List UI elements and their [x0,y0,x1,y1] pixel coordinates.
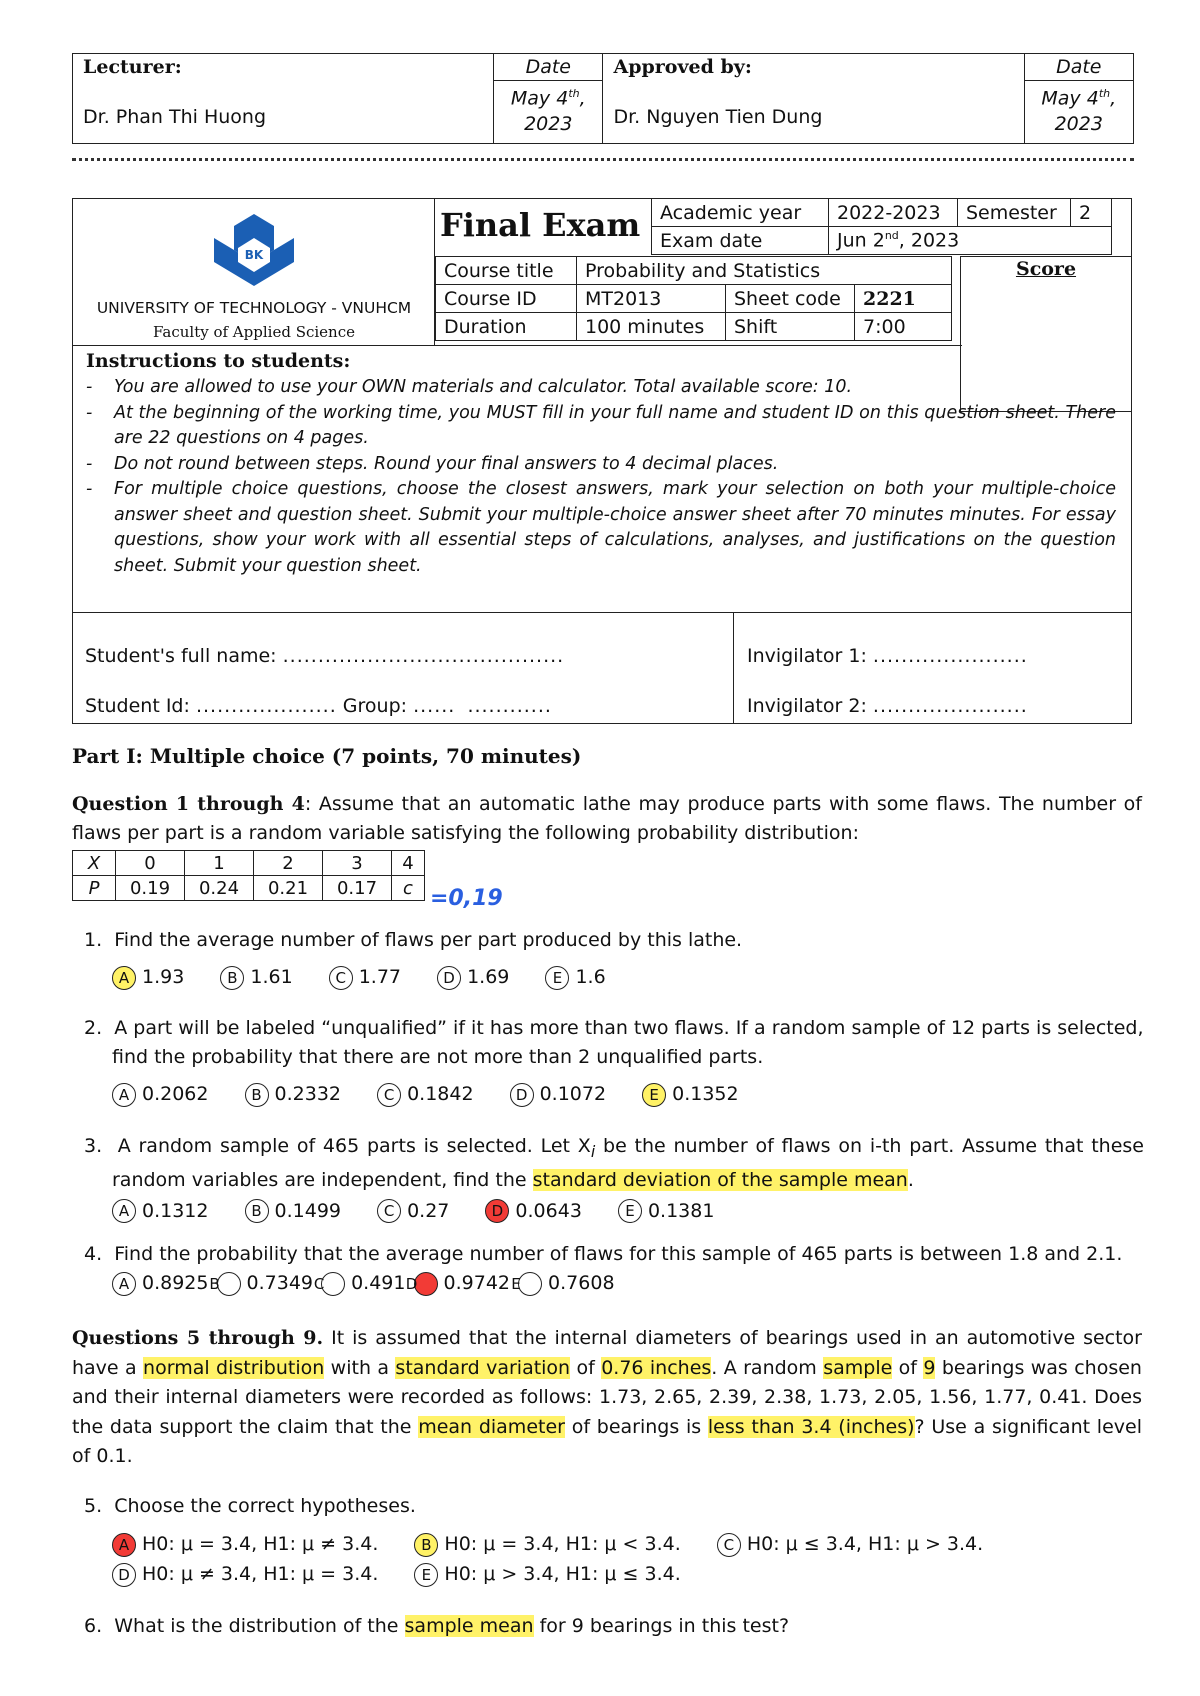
q3-option-c[interactable]: C 0.27 [377,1197,449,1226]
dist-x: 3 [323,851,392,876]
academic-year-label: Academic year [652,199,829,227]
course-info-table [435,256,952,341]
dist-p: 0.19 [116,876,185,901]
header-table [72,53,1134,144]
dist-p: c [392,876,425,901]
approver-date-cell [1024,54,1133,144]
semester-label: Semester [958,199,1071,227]
q5-option-c[interactable]: C H0: μ ≤ 3.4, H1: μ > 3.4. [717,1529,983,1559]
q5-option-b[interactable]: B H0: μ = 3.4, H1: μ < 3.4. [414,1529,680,1559]
q4-option-e[interactable]: E 0.7608 [511,1272,615,1294]
shift-label: Shift [726,313,855,341]
divider [72,345,962,346]
invigilator-2-field[interactable]: Invigilator 2: ...................... [747,695,1028,717]
q2-option-c[interactable]: C 0.1842 [377,1080,473,1109]
dist-p-label: P [73,876,116,901]
lecturer-date: May 4th, 2023 [510,87,586,136]
q1-option-a[interactable]: A 1.93 [112,963,184,992]
approved-label: Approved by: [613,56,752,78]
university-block [72,198,436,343]
dist-x: 4 [392,851,425,876]
q1-option-b[interactable]: B 1.61 [220,963,292,992]
invigilator-1-field[interactable]: Invigilator 1: ...................... [747,645,1028,667]
shift: 7:00 [855,313,952,341]
lecturer-name: Dr. Phan Thi Huong [83,106,267,128]
divider [733,613,734,723]
instruction-list [86,375,1116,579]
q5-9-intro: Questions 5 through 9. It is assumed that the internal diameters of bearings used in an automotive sector have a normal distribution with a standard variation of 0.76 inches. A random sample of 9 bearings was chosen and their internal diameters were recorded as follows: 1.73, 2.65, 2.39, 2.38, 1.73, 2.05, 1.56, 1.77, 0.41. Does the data support the claim that the mean diameter of bearings is less than 3.4 (inches)? Use a significant level of 0.1. [72,1327,1142,1467]
svg-text:BK: BK [244,248,264,262]
q5-option-a[interactable]: A H0: μ = 3.4, H1: μ ≠ 3.4. [112,1529,378,1559]
academic-year: 2022-2023 [829,199,958,227]
academic-info-table [651,198,1112,255]
instructions-block [86,350,1116,579]
score-label: Score [1015,258,1077,280]
q3-option-d[interactable]: D 0.0643 [485,1197,581,1226]
q1-4-intro: Question 1 through 4: Assume that an automatic lathe may produce parts with some flaws. The number of flaws per part is a random variable satisfying the following probability distribution: [72,793,1142,844]
q1-options [112,963,1144,992]
lecturer-cell [73,54,494,144]
q2-option-d[interactable]: D 0.1072 [510,1080,606,1109]
q3-option-e[interactable]: E 0.1381 [618,1197,714,1226]
q4-option-b[interactable]: B 0.7349 [209,1272,314,1294]
course-title-label: Course title [436,257,577,285]
q4-option-c[interactable]: C 0.491 [313,1272,406,1294]
question-3: 3. A random sample of 465 parts is selected. Let $X_i$ be the number of flaws on i-th part. Assume that these random variables are independent, find the standard deviation of the sample mean. A 0.1312 B 0.1499 C 0.27 D 0.0643 E 0.1381 [84,1132,1144,1226]
q1-option-d[interactable]: D 1.69 [437,963,509,992]
q2-option-a[interactable]: A 0.2062 [112,1080,208,1109]
question-5: 5. Choose the correct hypotheses. A H0: μ = 3.4, H1: μ ≠ 3.4. B H0: μ = 3.4, H1: μ < 3.4. C H0: μ ≤ 3.4, H1: μ > 3.4. D H0: μ ≠ 3.4, H1: μ = 3.4. E H0: μ > 3.4, H1: μ ≤ 3.4. [84,1492,1144,1589]
course-id: MT2013 [577,285,726,313]
dist-x: 0 [116,851,185,876]
q2-option-b[interactable]: B 0.2332 [245,1080,341,1109]
instruction-item: - At the beginning of the working time, you MUST fill in your full name and student ID on this question sheet. There are 22 questions on 4 pages. [86,402,1116,448]
instruction-item: - For multiple choice questions, choose the closest answers, mark your selection on both your multiple-choice answer sheet and question sheet. Submit your multiple-choice answer sheet after 70 minutes minutes. For essay questions, show your work with all essential steps of calculations, analyses, and justifications on the question sheet. Submit your question sheet. [86,479,1116,576]
q5-option-e[interactable]: E H0: μ > 3.4, H1: μ ≤ 3.4. [414,1559,680,1589]
course-title: Probability and Statistics [577,257,952,285]
handwritten-note: =0,19 [430,886,503,911]
student-info-box [72,612,1132,724]
dist-p: 0.21 [254,876,323,901]
instruction-item: - You are allowed to use your OWN materials and calculator. Total available score: 10. [86,377,853,397]
sheet-code-label: Sheet code [726,285,855,313]
cut-line [72,158,1134,161]
approver-name: Dr. Nguyen Tien Dung [613,106,823,128]
university-name: UNIVERSITY OF TECHNOLOGY - VNUHCM [96,299,412,317]
date-label-2: Date [1025,54,1133,81]
date-label: Date [494,54,602,81]
q3-option-b[interactable]: B 0.1499 [245,1197,341,1226]
dist-x: 2 [254,851,323,876]
q1-option-e[interactable]: E 1.6 [545,963,605,992]
question-1: 1. Find the average number of flaws per part produced by this lathe. A 1.93 B 1.61 C 1.77 D 1.69 E 1.6 [84,926,1144,992]
question-2: 2. A part will be labeled “unqualified” if it has more than two flaws. If a random sample of 12 parts is selected, find the probability that there are not more than 2 unqualified parts. A 0.2062 B 0.2332 C 0.1842 D 0.1072 E 0.1352 [84,1014,1144,1109]
sheet-code: 2221 [855,285,952,313]
dist-x-label: X [73,851,116,876]
instruction-item: - Do not round between steps. Round your final answers to 4 decimal places. [86,453,779,474]
university-logo [214,210,294,290]
exam-date-label: Exam date [652,227,829,255]
q2-options [112,1080,1144,1109]
q5-option-d[interactable]: D H0: μ ≠ 3.4, H1: μ = 3.4. [112,1559,378,1589]
part1-title: Part I: Multiple choice (7 points, 70 minutes) [72,744,582,768]
q4-option-a[interactable]: A 0.8925 [112,1269,208,1298]
exam-date: Jun 2nd, 2023 [829,227,1112,255]
semester: 2 [1071,199,1112,227]
exam-title: Final Exam [440,206,641,244]
approver-cell [603,54,1024,144]
lecturer-label: Lecturer: [83,56,182,78]
q1-option-c[interactable]: C 1.77 [329,963,401,992]
duration: 100 minutes [577,313,726,341]
q2-option-e[interactable]: E 0.1352 [642,1080,738,1109]
course-id-label: Course ID [436,285,577,313]
q3-options [112,1197,1144,1226]
lecturer-date-cell [494,54,603,144]
q5-options [112,1529,1144,1589]
instructions-heading: Instructions to students: [86,350,351,372]
dist-x: 1 [185,851,254,876]
q4-option-d[interactable]: D 0.9742 [405,1272,510,1294]
dist-p: 0.17 [323,876,392,901]
question-6: 6. What is the distribution of the sample mean for 9 bearings in this test? [84,1615,790,1637]
faculty-name: Faculty of Applied Science [153,323,355,341]
q3-option-a[interactable]: A 0.1312 [112,1197,208,1226]
dist-p: 0.24 [185,876,254,901]
duration-label: Duration [436,313,577,341]
question-4: 4. Find the probability that the average number of flaws for this sample of 465 parts is between 1.8 and 2.1. A 0.8925 B 0.7349 C 0.491 D 0.9742 E 0.7608 [84,1240,1144,1298]
distribution-table [72,850,425,901]
approver-date: May 4th, 2023 [1041,87,1117,136]
student-id-field[interactable]: Student Id: .................... Group: ...... ............ [85,695,552,717]
student-name-field[interactable]: Student's full name: ........................................ [85,645,565,667]
